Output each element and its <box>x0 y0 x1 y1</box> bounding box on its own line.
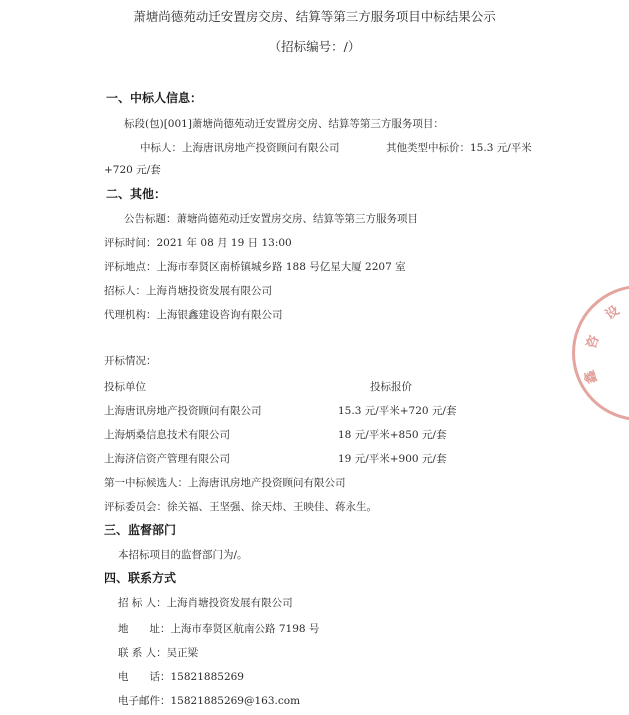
bid-table-header-price: 投标报价 <box>370 381 412 393</box>
bid-table-header-company: 投标单位 <box>104 381 146 393</box>
evaluation-committee: 评标委员会：徐关福、王坚强、徐天炜、王映佳、蒋永生。 <box>104 501 377 513</box>
bid-price: 19 元/平米+900 元/套 <box>338 453 447 465</box>
bid-company: 上海炳桑信息技术有限公司 <box>104 429 230 441</box>
tender-number: （招标编号：/） <box>268 39 361 54</box>
section-heading-contact: 四、联系方式 <box>104 571 177 585</box>
first-candidate: 第一中标候选人：上海唐讯房地产投资顾问有限公司 <box>104 477 346 489</box>
evaluation-time: 评标时间：2021 年 08 月 19 日 13:00 <box>104 237 292 249</box>
contact-address: 地 址：上海市奉贤区航南公路 7198 号 <box>118 623 320 635</box>
supervision-text: 本招标项目的监督部门为/。 <box>118 549 248 561</box>
winning-price-cont: +720 元/套 <box>104 164 161 176</box>
contact-phone: 电 话：15821885269 <box>118 671 244 683</box>
section-heading-winner: 一、中标人信息： <box>106 91 203 105</box>
evaluation-place: 评标地点：上海市奉贤区南桥镇城乡路 188 号亿星大厦 2207 室 <box>104 261 406 273</box>
bid-opening-label: 开标情况： <box>104 355 157 367</box>
document-title: 萧塘尚德苑动迁安置房交房、结算等第三方服务项目中标结果公示 <box>133 9 496 24</box>
notice-title: 公告标题：萧塘尚德苑动迁安置房交房、结算等第三方服务项目 <box>124 213 418 225</box>
winner-line: 中标人：上海唐讯房地产投资顾问有限公司 <box>140 142 340 154</box>
bid-company: 上海唐讯房地产投资顾问有限公司 <box>104 405 262 417</box>
contact-email: 电子邮件：15821885269@163.com <box>118 695 301 707</box>
lot-line: 标段(包)[001]萧塘尚德苑动迁安置房交房、结算等第三方服务项目： <box>124 118 444 130</box>
bid-price: 18 元/平米+850 元/套 <box>338 429 447 441</box>
tenderer-line: 招标人：上海肖塘投资发展有限公司 <box>104 285 272 297</box>
contact-tenderer: 招 标 人：上海肖塘投资发展有限公司 <box>118 597 293 609</box>
bid-price: 15.3 元/平米+720 元/套 <box>338 405 457 417</box>
official-seal: 设 咨 鑫 <box>572 285 629 421</box>
contact-person: 联 系 人：吴正梁 <box>118 647 199 659</box>
bid-company: 上海济信资产管理有限公司 <box>104 453 230 465</box>
winning-price: 其他类型中标价：15.3 元/平米 <box>386 142 532 154</box>
agency-line: 代理机构：上海银鑫建设咨询有限公司 <box>104 309 283 321</box>
section-heading-other: 二、其他： <box>106 187 167 201</box>
section-heading-supervision: 三、监督部门 <box>104 523 177 537</box>
